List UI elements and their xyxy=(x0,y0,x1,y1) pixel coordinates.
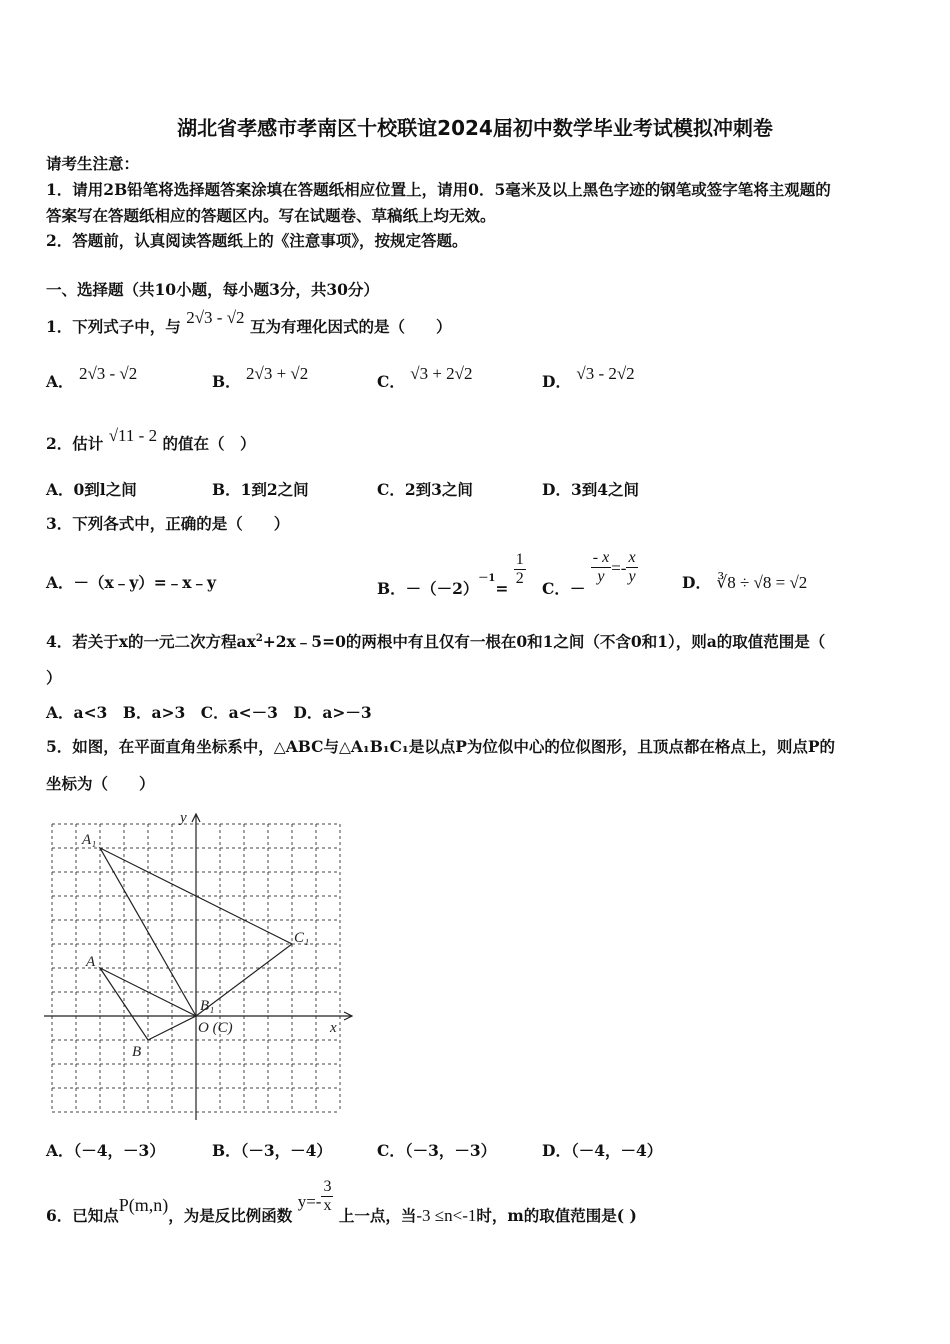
question-2-stem xyxy=(46,426,256,454)
q4-stem-a: 4．若关于x的一元二次方程ax xyxy=(46,632,256,651)
q3-option-c-num2: x xyxy=(628,549,636,566)
q2-option-b: B．1到2之间 xyxy=(212,480,309,499)
q5-option-a: A．（－4，－3） xyxy=(46,1141,165,1160)
q3-option-b-den: 2 xyxy=(515,570,524,587)
q3-option-c-frac1 xyxy=(591,549,611,586)
q1-option-c-label: C． xyxy=(377,372,405,391)
q1-option-b xyxy=(212,364,309,392)
question-5-stem: 5．如图，在平面直角坐标系中，△ABC与△A₁B₁C₁是以点P为位似中心的位似图形，且顶点都在格点上，则点P的 xyxy=(46,737,836,756)
q3-option-b-exp: －1 xyxy=(478,573,496,585)
q1-option-a-label: A． xyxy=(46,372,74,391)
question-3-stem: 3．下列各式中，正确的是（ ） xyxy=(46,514,290,533)
q6-stem-a: 6．已知点 xyxy=(46,1205,119,1225)
q2-stem-b: 的值在（ ） xyxy=(162,434,256,453)
question-4-stem-end: ） xyxy=(46,668,62,687)
label-b: B xyxy=(132,1044,142,1060)
q3-option-c xyxy=(542,549,638,598)
q3-option-c-label: C．－ xyxy=(542,578,586,598)
q3-option-c-eq: =- xyxy=(611,558,627,578)
q3-option-a: A．－（x﹣y）=﹣x﹣y xyxy=(46,573,217,592)
page-title: 湖北省孝感市孝南区十校联谊2024届初中数学毕业考试模拟冲刺卷 xyxy=(177,116,773,140)
q5-option-d: D．（－4，－4） xyxy=(542,1141,663,1160)
label-o: O (C) xyxy=(198,1020,233,1036)
notice-item-1b: 答案写在答题纸相应的答题区内。写在试题卷、草稿纸上均无效。 xyxy=(46,206,496,225)
q1-option-b-expr: 2√3 + √2 xyxy=(246,364,309,383)
q3-option-d xyxy=(682,571,807,593)
q1-stem-a: 1．下列式子中，与 xyxy=(46,317,181,336)
q1-option-d xyxy=(542,364,635,392)
q4-options: A．a<3 B．a>3 C．a<－3 D．a>－3 xyxy=(46,703,372,722)
q3-option-c-num: - x xyxy=(592,549,610,566)
q6-func-num: 3 xyxy=(323,1178,332,1195)
q5-option-c: C．（－3，－3） xyxy=(377,1141,497,1160)
question-4-stem xyxy=(46,630,825,652)
q4-stem-b: +2x﹣5=0的两根中有且仅有一根在0和1之间（不含0和1），则a的取值范围是（ xyxy=(262,632,826,651)
q6-stem-b: ，为是反比例函数 xyxy=(168,1205,293,1225)
q3-option-b-frac xyxy=(514,551,526,588)
q1-option-b-label: B． xyxy=(212,372,241,391)
question-5-stem-end: 坐标为（ ） xyxy=(46,774,155,793)
q3-option-d-expr: ∛8 ÷ √8 = √2 xyxy=(716,573,808,592)
q4-stem-sup: 2 xyxy=(255,632,263,644)
label-c1: C₁ xyxy=(294,930,310,946)
q1-option-a xyxy=(46,364,138,392)
label-b1: B₁ xyxy=(200,998,215,1014)
q3-option-c-den2: y xyxy=(628,568,636,585)
q3-option-d-label: D． xyxy=(682,573,711,592)
q2-option-c: C．2到3之间 xyxy=(377,480,473,499)
question-6-stem xyxy=(46,1178,637,1225)
q6-cond: -3 ≤n<-1 xyxy=(416,1205,477,1225)
q2-stem-a: 2．估计 xyxy=(46,434,104,453)
notice-item-1a: 1．请用2B铅笔将选择题答案涂填在答题纸相应位置上，请用0．5毫米及以上黑色字迹的钢笔或签字笔将主观题的 xyxy=(46,180,831,199)
q1-stem-expr: 2√3 - √2 xyxy=(186,308,245,327)
label-y: y xyxy=(180,810,187,826)
q6-stem-c: 上一点，当 xyxy=(338,1205,417,1225)
q1-option-d-expr: √3 - 2√2 xyxy=(576,364,635,383)
coordinate-figure xyxy=(40,810,360,1120)
label-x: x xyxy=(330,1020,337,1036)
label-a1: A₁ xyxy=(82,832,97,848)
q6-stem-d: 时，m的取值范围是( ) xyxy=(476,1205,637,1225)
q3-option-b-num: 1 xyxy=(515,551,524,568)
q1-option-c-expr: √3 + 2√2 xyxy=(410,364,473,383)
label-a: A xyxy=(86,954,96,970)
q2-option-a: A．0到l之间 xyxy=(46,480,137,499)
question-1-stem xyxy=(46,308,452,337)
q1-option-a-expr: 2√3 - √2 xyxy=(78,364,138,383)
q5-option-b: B．（－3，－4） xyxy=(212,1141,332,1160)
q6-func-den: x xyxy=(323,1197,332,1214)
q3-option-b xyxy=(377,551,526,598)
notice-heading: 请考生注意： xyxy=(46,154,140,173)
q3-option-b-eq: = xyxy=(495,578,509,598)
section-heading: 一、选择题（共10小题，每小题3分，共30分） xyxy=(46,280,379,299)
q6-func-lhs: y=- xyxy=(297,1191,322,1211)
q3-option-c-den: y xyxy=(597,568,605,585)
q1-stem-b: 互为有理化因式的是（ ） xyxy=(249,317,452,336)
notice-item-2: 2．答题前，认真阅读答题纸上的《注意事项》，按规定答题。 xyxy=(46,231,468,250)
q3-option-c-frac2 xyxy=(626,549,637,586)
q1-option-d-label: D． xyxy=(542,372,571,391)
q1-option-c xyxy=(377,364,473,392)
q6-func-frac xyxy=(321,1178,333,1215)
q2-stem-expr: √11 - 2 xyxy=(108,426,158,445)
q6-point: P(m,n) xyxy=(118,1194,169,1215)
q3-option-b-label: B．－（－2） xyxy=(377,578,479,598)
q2-option-d: D．3到4之间 xyxy=(542,480,640,499)
